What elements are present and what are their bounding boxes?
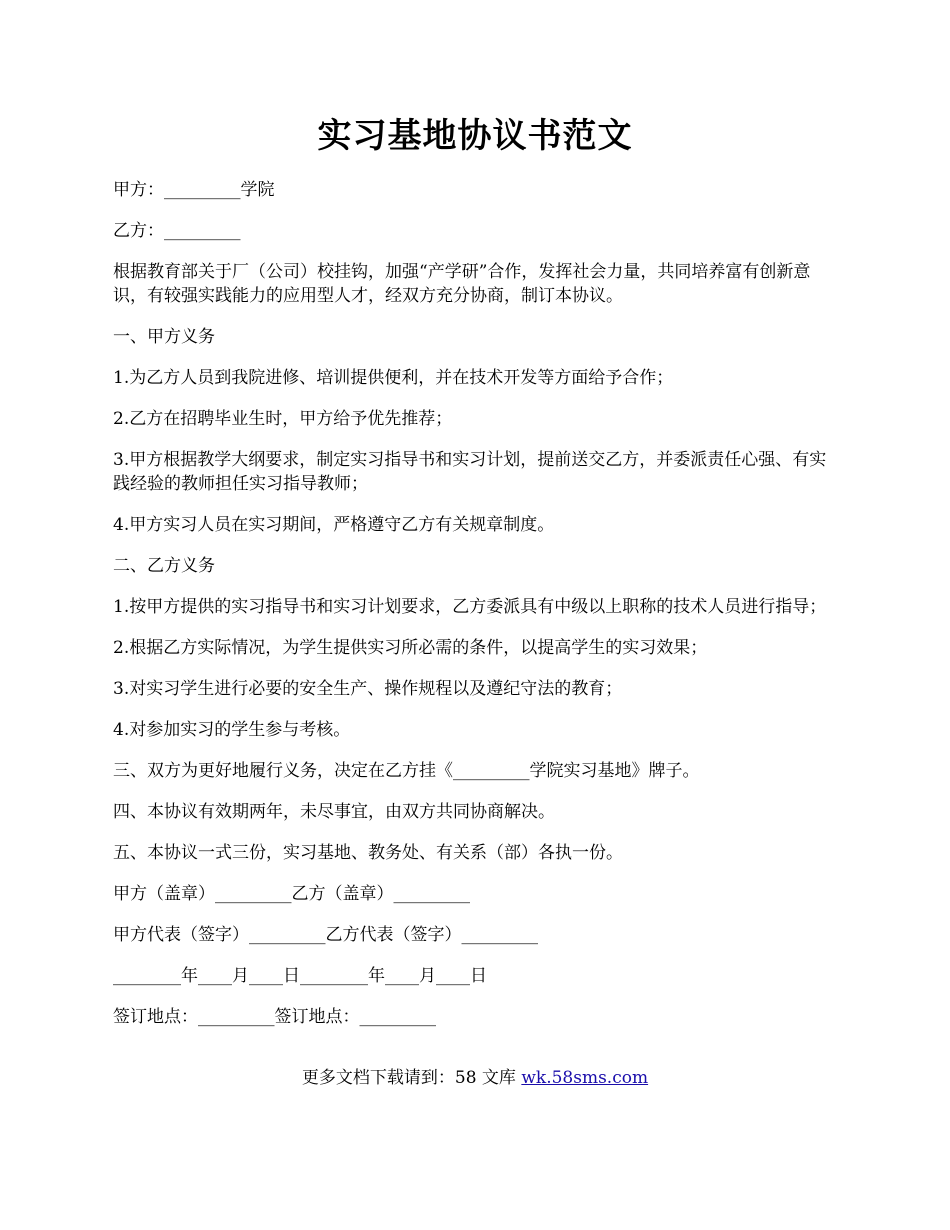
party-a-duty-1: 1.为乙方人员到我院进修、培训提供便利，并在技术开发等方面给予合作；	[113, 368, 674, 388]
party-a-line: 甲方：_________学院	[113, 180, 275, 200]
document-title: 实习基地协议书范文	[317, 116, 633, 156]
party-a-duty-3: 3.甲方根据教学大纲要求，制定实习指导书和实习计划，提前送交乙方，并委派责任心强、有实践经验的教师担任实习指导教师；	[113, 450, 827, 494]
party-a-duty-4: 4.甲方实习人员在实习期间，严格遵守乙方有关规章制度。	[113, 515, 555, 535]
preamble-paragraph: 根据教育部关于厂（公司）校挂钩，加强“产学研”合作，发挥社会力量，共同培养富有创新意识，有较强实践能力的应用型人才，经双方充分协商，制订本协议。	[113, 262, 811, 306]
party-b-duty-3: 3.对实习学生进行必要的安全生产、操作规程以及遵纪守法的教育；	[113, 679, 623, 699]
party-b-line: 乙方：_________	[113, 221, 241, 241]
section-heading-party-b-duties: 二、乙方义务	[113, 556, 215, 576]
clause-3: 三、双方为更好地履行义务，决定在乙方挂《_________学院实习基地》牌子。	[113, 761, 700, 781]
signature-line: 甲方代表（签字）_________乙方代表（签字）_________	[113, 925, 538, 945]
party-b-duty-4: 4.对参加实习的学生参与考核。	[113, 720, 351, 740]
party-a-duty-2: 2.乙方在招聘毕业生时，甲方给予优先推荐；	[113, 409, 453, 429]
document-body	[113, 178, 841, 1046]
party-b-duty-1: 1.按甲方提供的实习指导书和实习计划要求，乙方委派具有中级以上职称的技术人员进行指导；	[113, 597, 827, 617]
clause-5: 五、本协议一式三份，实习基地、教务处、有关系（部）各执一份。	[113, 843, 623, 863]
section-heading-party-a-duties: 一、甲方义务	[113, 327, 215, 347]
party-b-duty-2: 2.根据乙方实际情况，为学生提供实习所必需的条件，以提高学生的实习效果；	[113, 638, 708, 658]
date-line: ________年____月____日________年____月____日	[113, 966, 487, 986]
signing-location-line: 签订地点：_________签订地点：_________	[113, 1007, 436, 1027]
footer-link[interactable]: wk.58sms.com	[521, 1068, 649, 1088]
footer-prefix: 更多文档下载请到：58 文库	[301, 1068, 522, 1088]
clause-4: 四、本协议有效期两年，未尽事宜，由双方共同协商解决。	[113, 802, 555, 822]
seal-line: 甲方（盖章）_________乙方（盖章）_________	[113, 884, 470, 904]
download-footer	[0, 1066, 950, 1090]
